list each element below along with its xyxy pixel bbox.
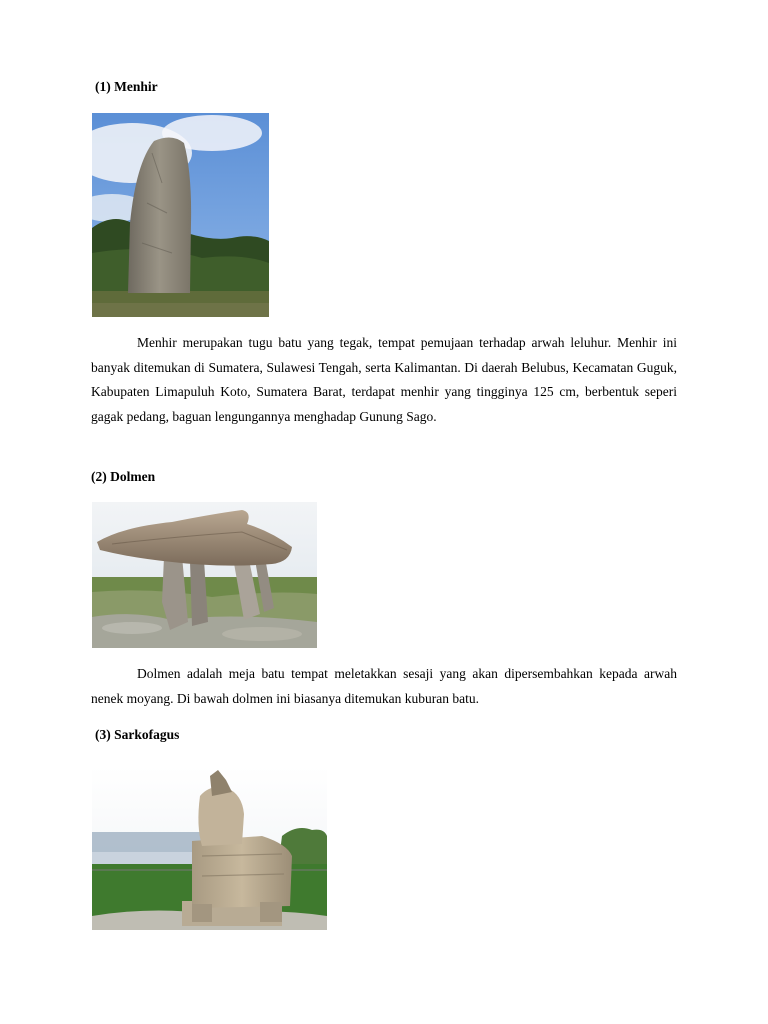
dolmen-photo bbox=[92, 502, 317, 648]
sarkofagus-photo bbox=[92, 766, 327, 930]
menhir-photo bbox=[92, 113, 269, 317]
section-heading-menhir: (1) Menhir bbox=[95, 79, 158, 94]
section-heading-sarkofagus: (3) Sarkofagus bbox=[95, 727, 180, 742]
menhir-paragraph: Menhir merupakan tugu batu yang tegak, tempat pemujaan terhadap arwah leluhur. Menhir ini banyak ditemukan di Sumatera, Sulawesi Tengah, serta Kalimantan. Di daerah Belubus, Kecamatan Guguk, Kabupaten Limapuluh Koto, Sumatera Barat, terdapat menhir yang tingginya 125 cm, berbentuk seperi gagak pedang, baguan lengungannya menghadap Gunung Sago. bbox=[91, 335, 677, 424]
section-heading-dolmen: (2) Dolmen bbox=[91, 469, 156, 484]
dolmen-paragraph: Dolmen adalah meja batu tempat meletakkan sesaji yang akan dipersembahkan kepada arwah nenek moyang. Di bawah dolmen ini biasanya ditemukan kuburan batu. bbox=[91, 666, 677, 706]
